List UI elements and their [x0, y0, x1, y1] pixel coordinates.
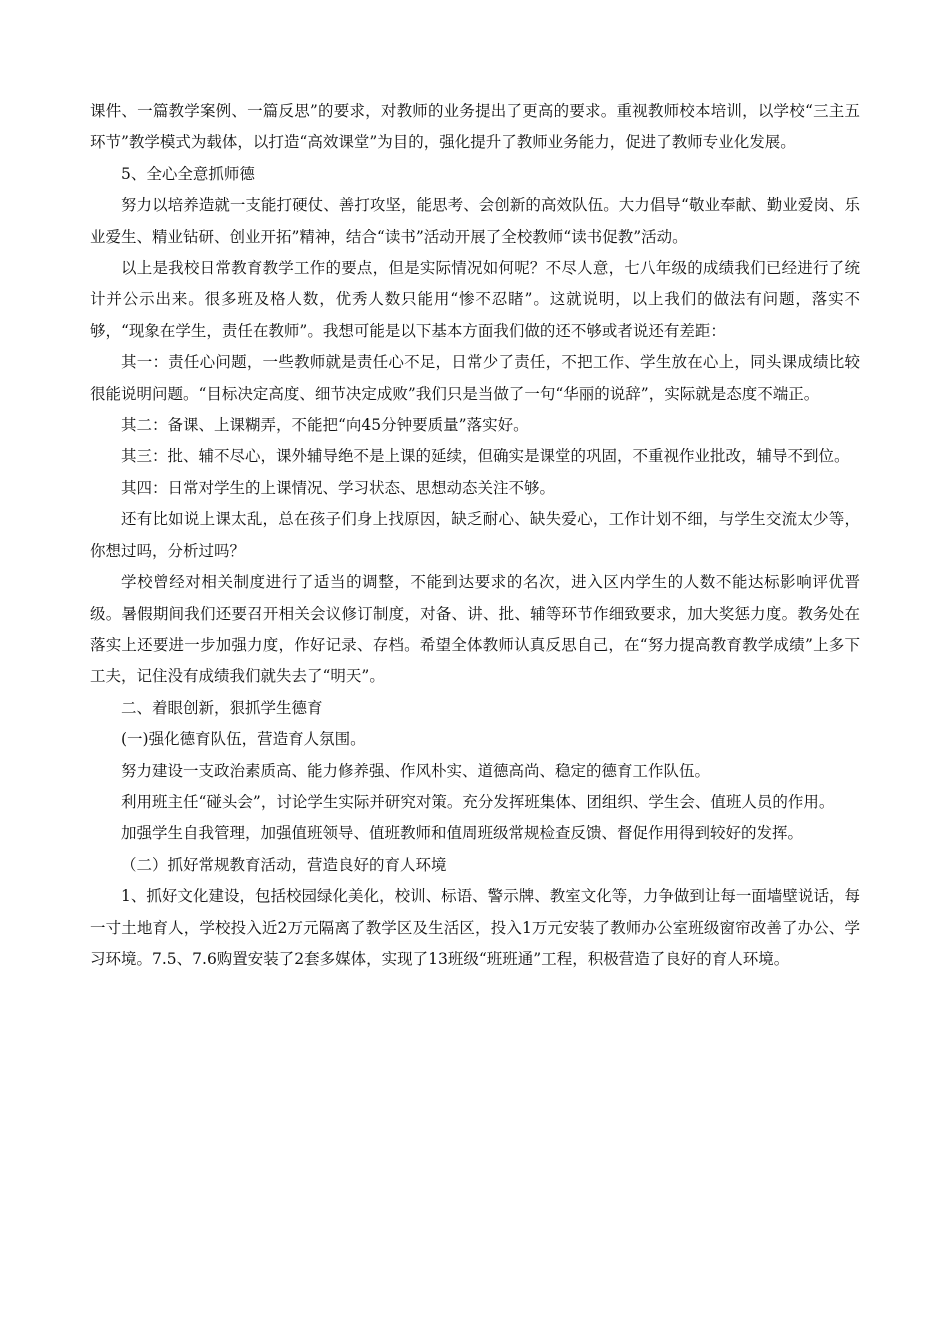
- subsection-heading-2: （二）抓好常规教育活动，营造良好的育人环境: [121, 855, 447, 874]
- subsection-heading-1: (一)强化德育队伍，营造育人氛围。: [121, 730, 366, 749]
- paragraph-7: 其三：批、辅不尽心，课外辅导绝不是上课的延续，但确实是课堂的巩固，不重视作业批改，辅导不到位。: [121, 447, 850, 466]
- paragraph-3: 努力以培养造就一支能打硬仗、善打攻坚，能思考、会创新的高效队伍。大力倡导“敬业奉献、勤业爱岗、乐业爱生、精业钻研、创业开拓”精神，结合“读书”活动开展了全校教师“读书促教”活动。: [90, 196, 860, 246]
- paragraph-1: 课件、一篇教学案例、一篇反思”的要求，对教师的业务提出了更高的要求。重视教师校本培训，以学校“三主五环节”教学模式为载体，以打造“高效课堂”为目的，强化提升了教师业务能力，促进了教师专业化发展。: [90, 102, 860, 152]
- paragraph-4: 以上是我校日常教育教学工作的要点，但是实际情况如何呢？不尽人意，七八年级的成绩我们已经进行了统计并公示出来。很多班及格人数，优秀人数只能用“惨不忍睹”。这就说明，以上我们的做法有问题，落实不够，“现象在学生，责任在教师”。我想可能是以下基本方面我们做的还不够或者说还有差距：: [90, 259, 860, 340]
- document-body: [90, 96, 860, 975]
- paragraph-13: 努力建设一支政治素质高、能力修养强、作风朴实、道德高尚、稳定的德育工作队伍。: [121, 761, 711, 780]
- paragraph-5: 其一：责任心问题，一些教师就是责任心不足，日常少了责任，不把工作、学生放在心上，同头课成绩比较很能说明问题。“目标决定高度、细节决定成败”我们只是当做了一句“华丽的说辞”，实际就是态度不端正。: [90, 353, 860, 403]
- paragraph-8: 其四：日常对学生的上课情况、学习状态、思想动态关注不够。: [121, 478, 556, 497]
- section-heading-2: 二、着眼创新，狠抓学生德育: [121, 698, 323, 717]
- paragraph-2: 5、全心全意抓师德: [121, 164, 255, 183]
- paragraph-15: 加强学生自我管理，加强值班领导、值班教师和值周班级常规检查反馈、督促作用得到较好的发挥。: [121, 824, 804, 843]
- paragraph-6: 其二：备课、上课糊弄，不能把“向45分钟要质量”落实好。: [121, 416, 529, 435]
- paragraph-14: 利用班主任“碰头会”，讨论学生实际并研究对策。充分发挥班集体、团组织、学生会、值班人员的作用。: [121, 792, 835, 811]
- paragraph-17: 1、抓好文化建设，包括校园绿化美化，校训、标语、警示牌、教室文化等，力争做到让每一面墙壁说话，每一寸土地育人，学校投入近2万元隔离了教学区及生活区，投入1万元安装了教师办公室班级窗帘改善了办公、学习环境。7.5、7.6购置安装了2套多媒体，实现了13班级“班班通”工程，积极营造了良好的育人环境。: [90, 887, 860, 968]
- paragraph-10: 学校曾经对相关制度进行了适当的调整，不能到达要求的名次，进入区内学生的人数不能达标影响评优晋级。暑假期间我们还要召开相关会议修订制度，对备、讲、批、辅等环节作细致要求，加大奖惩力度。教务处在落实上还要进一步加强力度，作好记录、存档。希望全体教师认真反思自己，在“努力提高教育教学成绩”上多下工夫，记住没有成绩我们就失去了“明天”。: [90, 573, 860, 686]
- paragraph-9: 还有比如说上课太乱，总在孩子们身上找原因，缺乏耐心、缺失爱心，工作计划不细，与学生交流太少等，你想过吗，分析过吗？: [90, 510, 860, 560]
